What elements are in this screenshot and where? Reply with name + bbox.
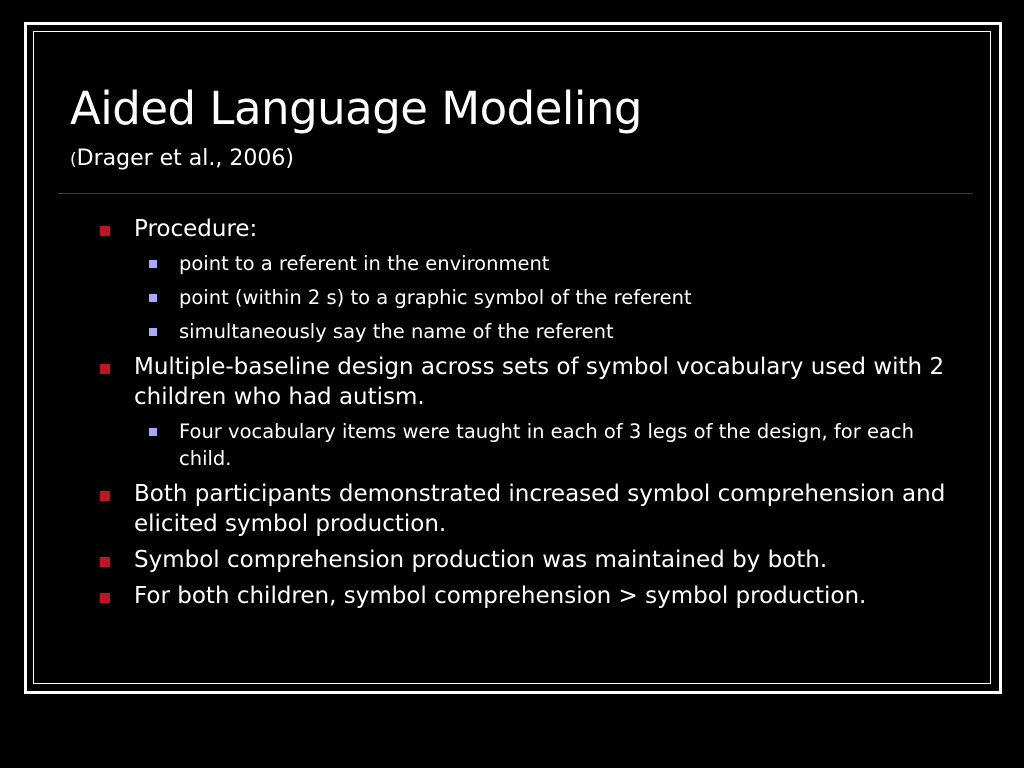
bullet-list xyxy=(96,214,966,617)
subtitle-citation: Drager et al., 2006) xyxy=(76,146,294,171)
bullet-item-comparison xyxy=(96,581,966,611)
square-sub-bullet-icon xyxy=(149,428,157,436)
square-sub-bullet-icon xyxy=(149,328,157,336)
bullet-item-outcome xyxy=(96,479,966,539)
bullet-item-design xyxy=(96,352,966,412)
bullet-item-procedure xyxy=(96,214,966,244)
bullet-text: Procedure: xyxy=(134,216,258,242)
sub-bullet-item xyxy=(96,318,966,345)
square-sub-bullet-icon xyxy=(149,294,157,302)
square-bullet-icon xyxy=(100,557,110,567)
bullet-text: Symbol comprehension production was maintained by both. xyxy=(134,547,828,573)
slide-subtitle xyxy=(70,142,294,177)
square-bullet-icon xyxy=(100,593,110,603)
bullet-item-maintenance xyxy=(96,545,966,575)
sub-bullet-text: simultaneously say the name of the referent xyxy=(179,320,614,343)
sub-bullet-text: Four vocabulary items were taught in each of 3 legs of the design, for each child. xyxy=(179,420,914,470)
bullet-text: Multiple-baseline design across sets of symbol vocabulary used with 2 children who had autism. xyxy=(134,354,945,410)
bullet-text: Both participants demonstrated increased symbol comprehension and elicited symbol production. xyxy=(134,481,946,537)
subtitle-open-paren: ( xyxy=(70,150,77,170)
sub-bullet-item xyxy=(96,418,966,472)
title-divider xyxy=(58,193,973,194)
square-bullet-icon xyxy=(100,226,110,236)
sub-bullet-text: point to a referent in the environment xyxy=(179,252,550,275)
square-bullet-icon xyxy=(100,491,110,501)
square-sub-bullet-icon xyxy=(149,260,157,268)
sub-bullet-text: point (within 2 s) to a graphic symbol of the referent xyxy=(179,286,692,309)
slide-title: Aided Language Modeling xyxy=(70,82,642,135)
sub-bullet-item xyxy=(96,284,966,311)
bullet-text: For both children, symbol comprehension > symbol production. xyxy=(134,583,867,609)
sub-bullet-item xyxy=(96,250,966,277)
square-bullet-icon xyxy=(100,364,110,374)
